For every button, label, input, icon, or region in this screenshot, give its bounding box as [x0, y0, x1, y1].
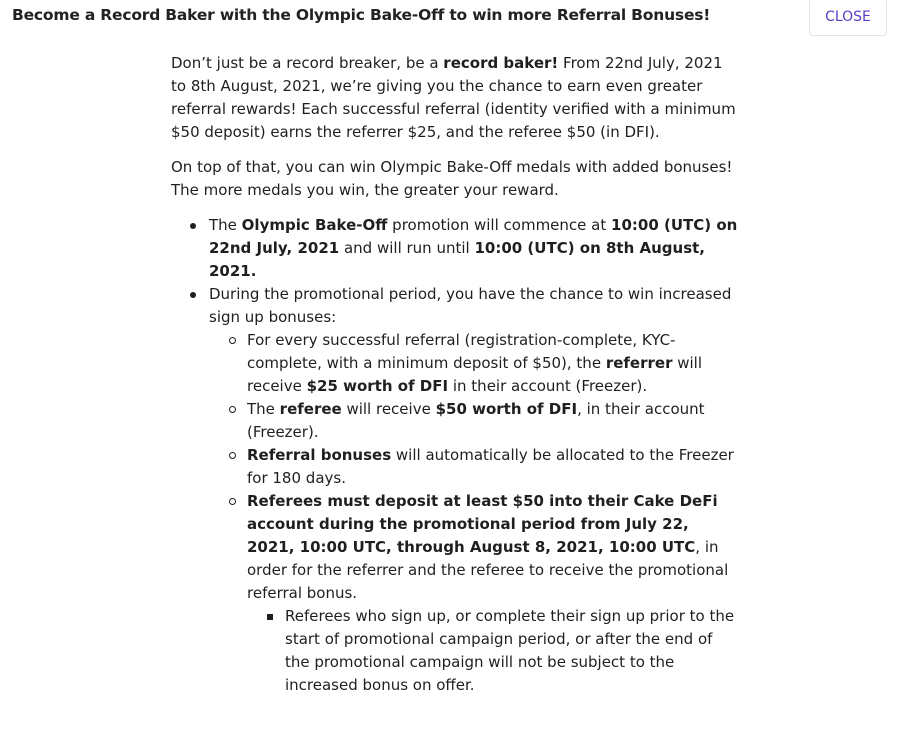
- bullet-text: and will run until: [339, 239, 475, 257]
- list-item: [247, 490, 739, 697]
- bullet-text: promotion will commence at: [387, 216, 612, 234]
- bullet-bold-text: referrer: [605, 354, 673, 372]
- bullet-text: , in their account (Freezer).: [247, 400, 705, 441]
- list-item: [209, 283, 739, 697]
- intro-text: From 22nd July, 2021 to 8th August, 2021, we’re giving you the chance to earn even greater referral rewards! Each successful referral (identity verified with a minimum $50 deposit) earns the referrer $25, and the referee $50 (in DFI).: [171, 54, 736, 141]
- list-item: Referees who sign up, or complete their sign up prior to the start of promotional campaign period, or after the end of the promotional campaign will not be subject to the increased bonus on offer.: [285, 605, 739, 697]
- bullet-text: The: [209, 216, 242, 234]
- close-button[interactable]: CLOSE: [809, 0, 887, 36]
- bullet-bold-text: Referees must deposit at least $50 into their Cake DeFi account during the promotional period from July 22, 2021, 10:00 UTC, through August 8, 2021, 10:00 UTC: [247, 492, 718, 556]
- bullet-bold-text: 10:00 (UTC) on 8th August, 2021.: [209, 239, 705, 280]
- bullet-bold-text: $50 worth of DFI: [435, 400, 578, 418]
- intro-bold-text: record baker!: [443, 54, 559, 72]
- bullet-bold-text: 10:00 (UTC) on 22nd July, 2021: [209, 216, 738, 257]
- bullet-bold-text: Referral bonuses: [247, 446, 392, 464]
- modal-header: [0, 0, 902, 40]
- bullet-text: in their account (Freezer).: [448, 377, 648, 395]
- intro-paragraph-1: [171, 52, 739, 144]
- intro-paragraph-2: On top of that, you can win Olympic Bake-Off medals with added bonuses! The more medals you win, the greater your reward.: [171, 158, 733, 199]
- bullet-bold-text: referee: [279, 400, 342, 418]
- sub-sub-bullet-list: [247, 605, 739, 697]
- bullet-text: During the promotional period, you have the chance to win increased sign up bonuses:: [209, 285, 732, 326]
- bullet-text: The: [247, 400, 280, 418]
- modal-title: Become a Record Baker with the Olympic Bake-Off to win more Referral Bonuses!: [12, 6, 711, 24]
- bullet-bold-text: Olympic Bake-Off: [241, 216, 388, 234]
- bullet-text: will automatically be allocated to the Freezer for 180 days.: [247, 446, 734, 487]
- bullet-text: , in order for the referrer and the referee to receive the promotional referral bonus.: [247, 538, 729, 602]
- modal-content: [171, 52, 739, 697]
- list-item: [247, 398, 739, 444]
- list-item: [247, 444, 739, 490]
- bullet-text: will receive: [341, 400, 436, 418]
- bullet-text: will receive: [247, 354, 703, 395]
- bullet-text: For every successful referral (registration-complete, KYC-complete, with a minimum deposit of $50), the: [247, 331, 676, 372]
- list-item: [247, 329, 739, 398]
- bullet-bold-text: $25 worth of DFI: [306, 377, 449, 395]
- intro-text: Don’t just be a record breaker, be a: [171, 54, 444, 72]
- promo-bullet-list: [171, 214, 739, 697]
- sub-bullet-list: [209, 329, 739, 697]
- list-item: [209, 214, 739, 283]
